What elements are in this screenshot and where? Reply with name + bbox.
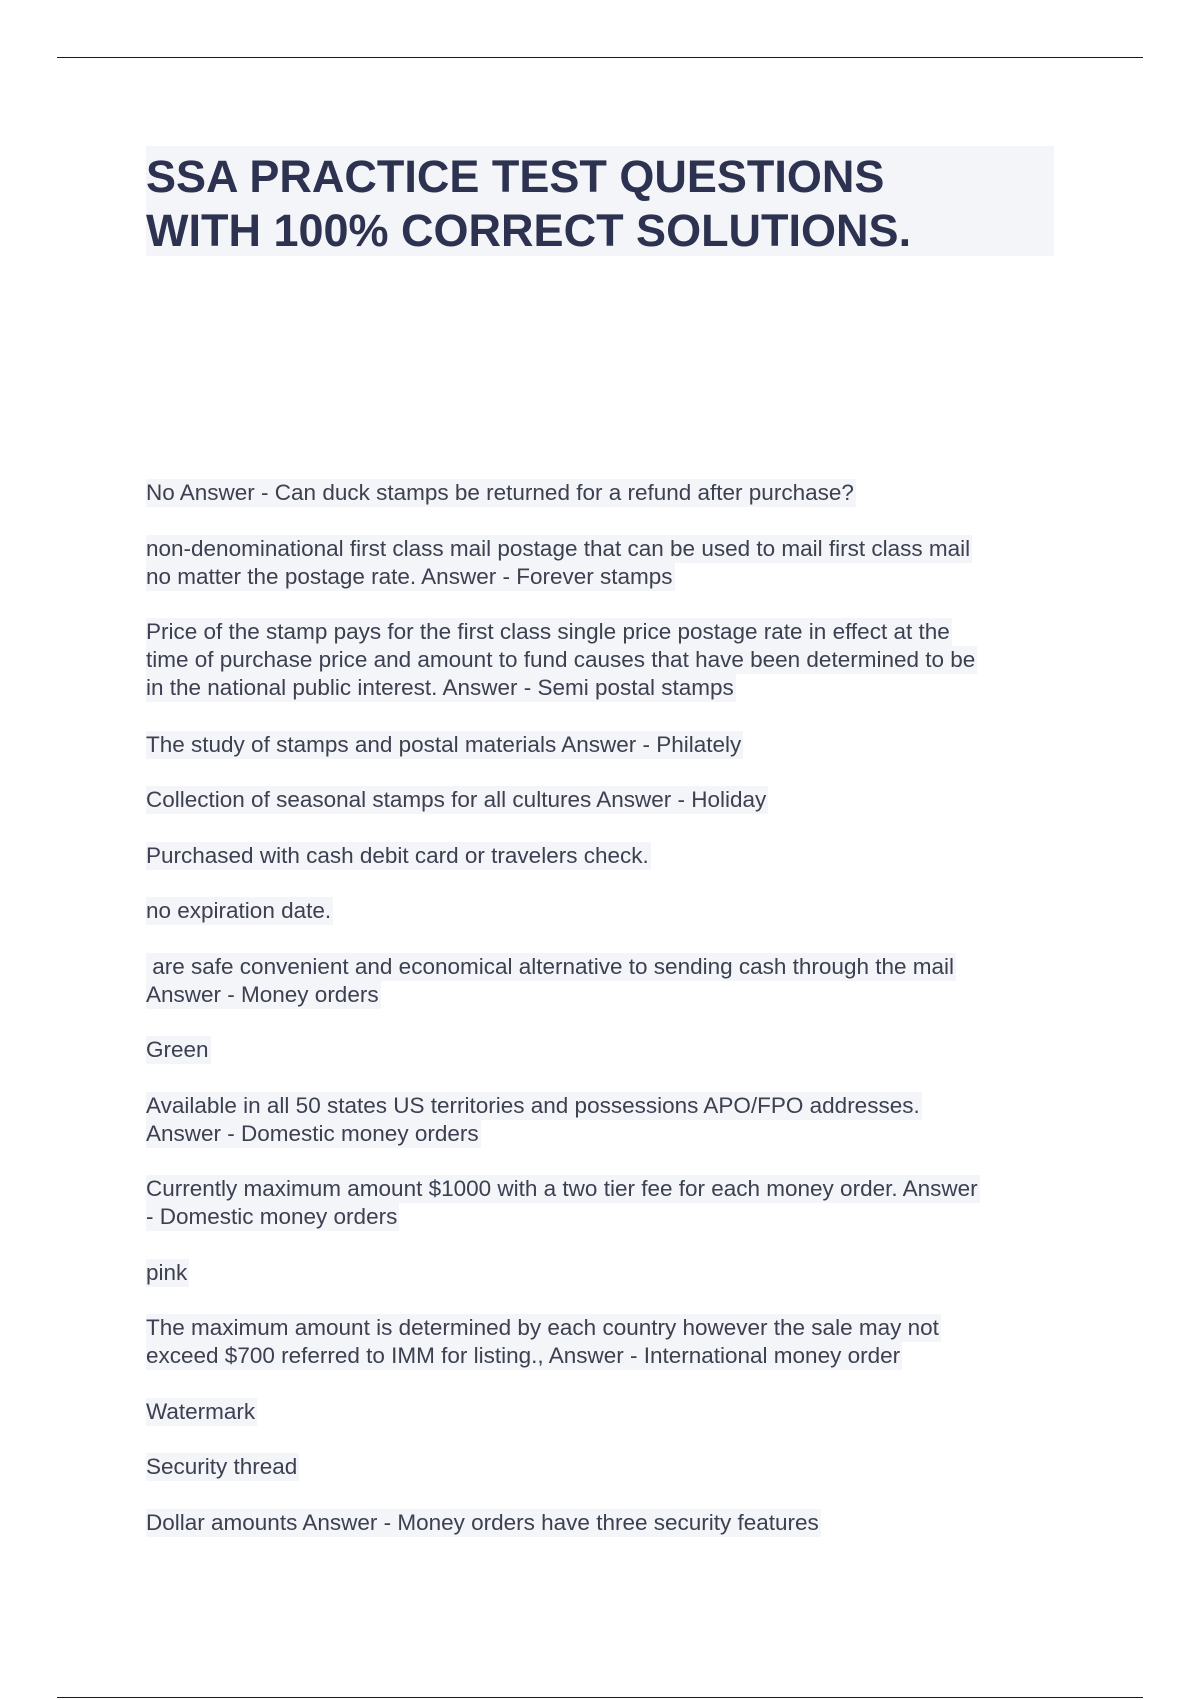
entry-line: exceed $700 referred to IMM for listing., Answer - International money order xyxy=(146,1343,901,1368)
entry-line: no matter the postage rate. Answer - Forever stamps xyxy=(146,564,673,589)
entry-line: Answer - Domestic money orders xyxy=(146,1121,479,1146)
entry-line: Price of the stamp pays for the first class single price postage rate in effect at the xyxy=(146,619,950,644)
entry-line: Currently maximum amount $1000 with a two tier fee for each money order. Answer xyxy=(146,1176,978,1201)
title-line: WITH 100% CORRECT SOLUTIONS. xyxy=(146,205,912,256)
entry-line: Watermark xyxy=(146,1399,256,1424)
entry-line: non-denominational first class mail postage that can be used to mail first class mail xyxy=(146,536,971,561)
entry-line: Answer - Money orders xyxy=(146,982,379,1007)
entry-line: Purchased with cash debit card or travelers check. xyxy=(146,843,649,868)
entry-line: pink xyxy=(146,1260,188,1285)
document-title xyxy=(146,146,1054,256)
entry-line: Collection of seasonal stamps for all cultures Answer - Holiday xyxy=(146,787,767,812)
entry-line: no expiration date. xyxy=(146,898,332,923)
title-line: SSA PRACTICE TEST QUESTIONS xyxy=(146,151,885,202)
entry-line: The maximum amount is determined by each country however the sale may not xyxy=(146,1315,939,1340)
entry-line: Green xyxy=(146,1037,209,1062)
entry-line: are safe convenient and economical alternative to sending cash through the mail xyxy=(146,954,955,979)
entry-line: in the national public interest. Answer - Semi postal stamps xyxy=(146,675,734,700)
entry-line: Dollar amounts Answer - Money orders have three security features xyxy=(146,1510,819,1535)
entry-line: - Domestic money orders xyxy=(146,1204,398,1229)
bottom-rule xyxy=(57,1697,1143,1698)
entry-line: time of purchase price and amount to fund causes that have been determined to be xyxy=(146,647,976,672)
entry-line: Available in all 50 states US territories and possessions APO/FPO addresses. xyxy=(146,1093,920,1118)
entry-line: No Answer - Can duck stamps be returned for a refund after purchase? xyxy=(146,480,854,505)
entry-line: Security thread xyxy=(146,1454,298,1479)
entry-line: The study of stamps and postal materials Answer - Philately xyxy=(146,732,742,757)
top-rule xyxy=(57,57,1143,58)
